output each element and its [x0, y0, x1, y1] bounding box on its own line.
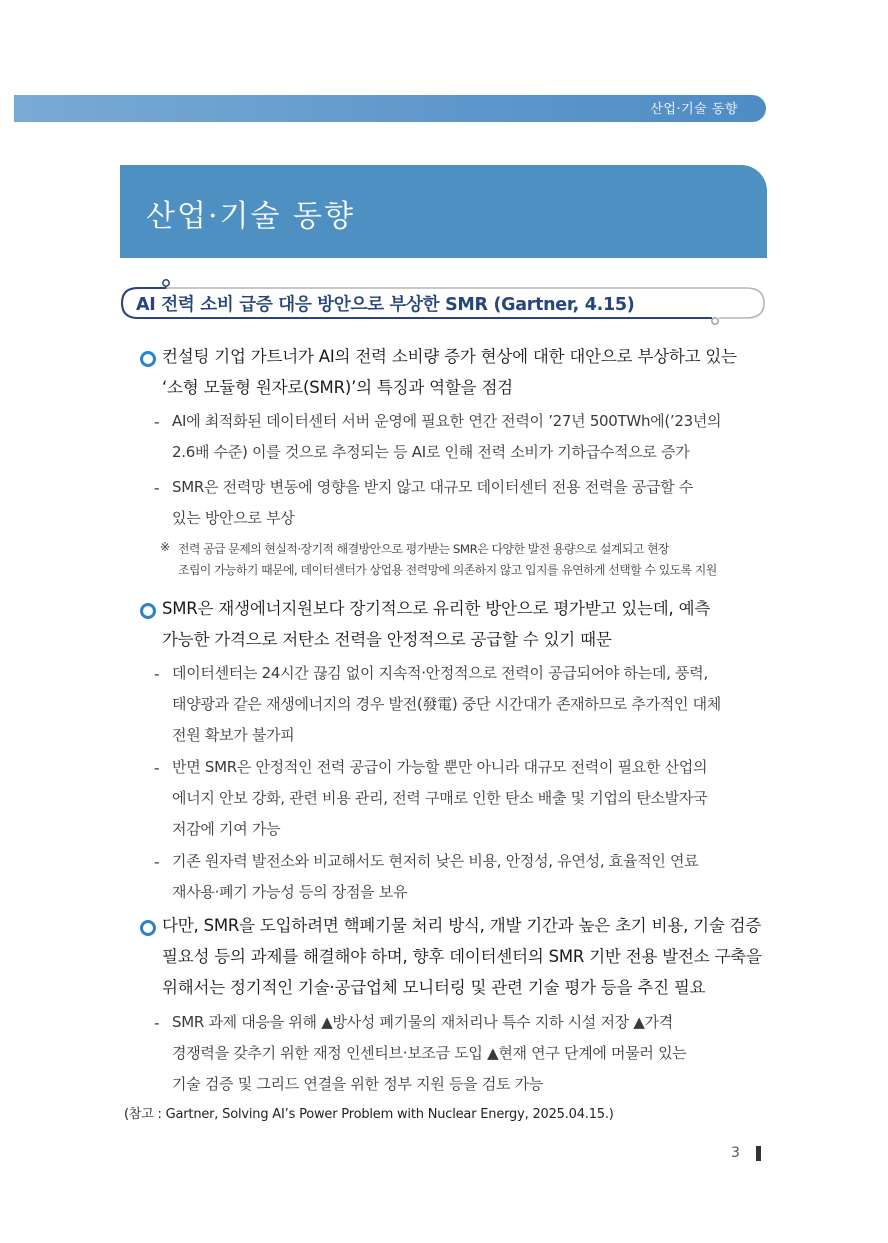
article-title: AI 전력 소비 급증 대응 방안으로 부상한 SMR (Gartner, 4.15) [136, 295, 635, 315]
bullet-3-text [162, 910, 770, 1003]
dash-mark: - [154, 479, 160, 497]
bullet-ring-icon [140, 920, 156, 936]
section-header-box [120, 165, 767, 258]
dash-mark: - [154, 665, 160, 683]
bullet-ring-icon [140, 351, 156, 367]
bullet-2-dash-1 [172, 658, 770, 751]
note-line: 조립이 가능하기 때문에, 데이터센터가 상업용 전력망에 의존하지 않고 입지를 유연하게 선택할 수 있도록 지원 [178, 563, 717, 577]
bullet-3-line-2: 필요성 등의 과제를 해결해야 하며, 향후 데이터센터의 SMR 기반 전용 발전소 구축을 [162, 947, 762, 966]
top-header-band [14, 95, 766, 122]
note-line: 전력 공급 문제의 현실적·장기적 해결방안으로 평가받는 SMR은 다양한 발전 용량으로 설계되고 현장 [178, 542, 670, 556]
bullet-1-dash-2 [172, 472, 770, 534]
header-section-label: 산업·기술 동향 [650, 102, 738, 117]
dash-line: 있는 방안으로 부상 [172, 509, 295, 527]
bullet-1-line-1: 컨설팅 기업 가트너가 AI의 전력 소비량 증가 현상에 대한 대안으로 부상하고 있는 [162, 347, 737, 366]
dash-line: 기술 검증 및 그리드 연결을 위한 정부 지원 등을 검토 가능 [172, 1075, 544, 1093]
bullet-1-note [178, 539, 772, 581]
bullet-2-text [162, 593, 770, 655]
bullet-3-line-3: 위해서는 정기적인 기술·공급업체 모니터링 및 관련 기술 평가 등을 추진 필요 [162, 978, 706, 997]
dash-line: 반면 SMR은 안정적인 전력 공급이 가능할 뿐만 아니라 대규모 전력이 필요한 산업의 [172, 758, 708, 776]
dash-line: SMR 과제 대응을 위해 ▲방사성 폐기물의 재처리나 특수 지하 시설 저장 ▲가격 [172, 1013, 673, 1031]
bullet-2-line-2: 가능한 가격으로 저탄소 전력을 안정적으로 공급할 수 있기 때문 [162, 630, 612, 649]
dash-mark: - [154, 853, 160, 871]
bullet-2-dash-3 [172, 846, 770, 908]
dash-line: 에너지 안보 강화, 관련 비용 관리, 전력 구매로 인한 탄소 배출 및 기업의 탄소발자국 [172, 789, 708, 807]
note-mark: ※ [160, 540, 171, 554]
dash-line: AI에 최적화된 데이터센터 서버 운영에 필요한 연간 전력이 ’27년 500TWh에(’23년의 [172, 412, 722, 430]
dash-line: 경쟁력을 갖추기 위한 재정 인센티브·보조금 도입 ▲현재 연구 단계에 머물러 있는 [172, 1044, 687, 1062]
dash-line: 재사용·폐기 가능성 등의 장점을 보유 [172, 883, 408, 901]
dash-mark: - [154, 759, 160, 777]
dash-line: 태양광과 같은 재생에너지의 경우 발전(發電) 중단 시간대가 존재하므로 추가적인 대체 [172, 695, 721, 713]
bullet-2-dash-2 [172, 752, 770, 845]
bullet-ring-icon [140, 603, 156, 619]
dash-line: 저감에 기여 가능 [172, 820, 281, 838]
section-title: 산업·기술 동향 [146, 199, 355, 234]
dash-line: 기존 원자력 발전소와 비교해서도 현저히 낮은 비용, 안정성, 유연성, 효율적인 연료 [172, 852, 699, 870]
dash-line: SMR은 전력망 변동에 영향을 받지 않고 대규모 데이터센터 전용 전력을 공급할 수 [172, 478, 694, 496]
bullet-1-dash-1 [172, 406, 770, 468]
page-number: 3 [731, 1145, 740, 1161]
page-number-bar [756, 1146, 761, 1161]
dash-line: 2.6배 수준) 이를 것으로 추정되는 등 AI로 인해 전력 소비가 기하급수적으로 증가 [172, 443, 690, 461]
dash-line: 데이터센터는 24시간 끊김 없이 지속적·안정적으로 전력이 공급되어야 하는데, 풍력, [172, 664, 708, 682]
dash-mark: - [154, 1014, 160, 1032]
article-title-frame [118, 278, 772, 328]
bullet-2-line-1: SMR은 재생에너지원보다 장기적으로 유리한 방안으로 평가받고 있는데, 예측 [162, 599, 711, 618]
bullet-1-line-2: ‘소형 모듈형 원자로(SMR)’의 특징과 역할을 점검 [162, 378, 513, 397]
reference-citation: (참고 : Gartner, Solving AI’s Power Problem with Nuclear Energy, 2025.04.15.) [124, 1107, 614, 1122]
dash-mark: - [154, 413, 160, 431]
bullet-3-dash-1 [172, 1007, 770, 1100]
dash-line: 전원 확보가 불가피 [172, 726, 295, 744]
bullet-3-line-1: 다만, SMR을 도입하려면 핵폐기물 처리 방식, 개발 기간과 높은 초기 비용, 기술 검증 [162, 916, 762, 935]
bullet-1-text [162, 341, 770, 403]
